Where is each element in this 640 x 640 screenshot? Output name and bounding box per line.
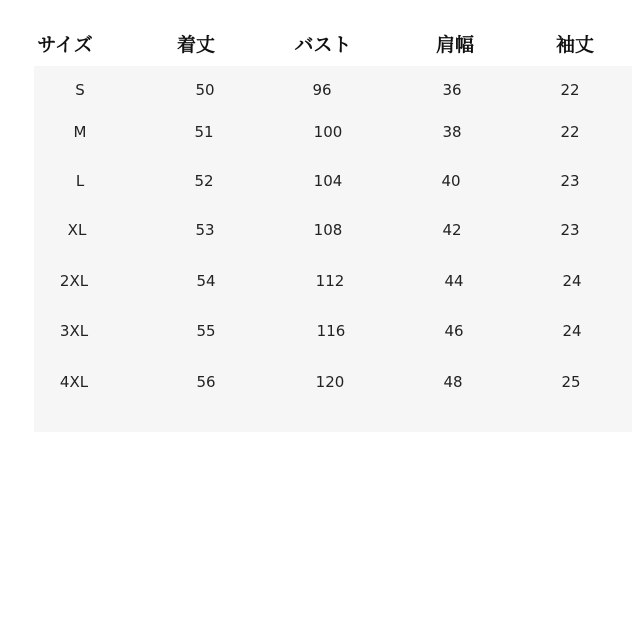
cell-shoulder: 40 [441,172,461,190]
cell-size: L [75,172,85,190]
cell-sleeve: 23 [560,172,580,190]
cell-size: S [75,81,85,99]
cell-bust: 100 [313,123,343,141]
cell-shoulder: 38 [442,123,462,141]
cell-length: 53 [195,221,215,239]
cell-size: 4XL [59,373,89,391]
cell-size: 3XL [59,322,89,340]
header-size: サイズ [37,34,93,56]
cell-length: 55 [196,322,216,340]
cell-sleeve: 23 [560,221,580,239]
cell-bust: 104 [313,172,343,190]
cell-sleeve: 22 [560,123,580,141]
cell-length: 50 [195,81,215,99]
cell-length: 54 [196,272,216,290]
header-length: 着丈 [176,34,216,56]
cell-shoulder: 46 [444,322,464,340]
cell-bust: 116 [316,322,346,340]
cell-shoulder: 48 [443,373,463,391]
cell-shoulder: 42 [442,221,462,239]
cell-bust: 112 [315,272,345,290]
cell-bust: 96 [312,81,332,99]
cell-size: XL [67,221,87,239]
cell-size: M [73,123,87,141]
cell-sleeve: 22 [560,81,580,99]
cell-length: 51 [194,123,214,141]
cell-length: 52 [194,172,214,190]
cell-size: 2XL [59,272,89,290]
cell-sleeve: 24 [562,322,582,340]
cell-shoulder: 36 [442,81,462,99]
cell-shoulder: 44 [444,272,464,290]
header-bust: バスト [294,34,352,56]
cell-length: 56 [196,373,216,391]
header-sleeve: 袖丈 [555,34,595,56]
header-shoulder: 肩幅 [435,34,475,56]
cell-bust: 120 [315,373,345,391]
cell-bust: 108 [313,221,343,239]
cell-sleeve: 24 [562,272,582,290]
cell-sleeve: 25 [561,373,581,391]
